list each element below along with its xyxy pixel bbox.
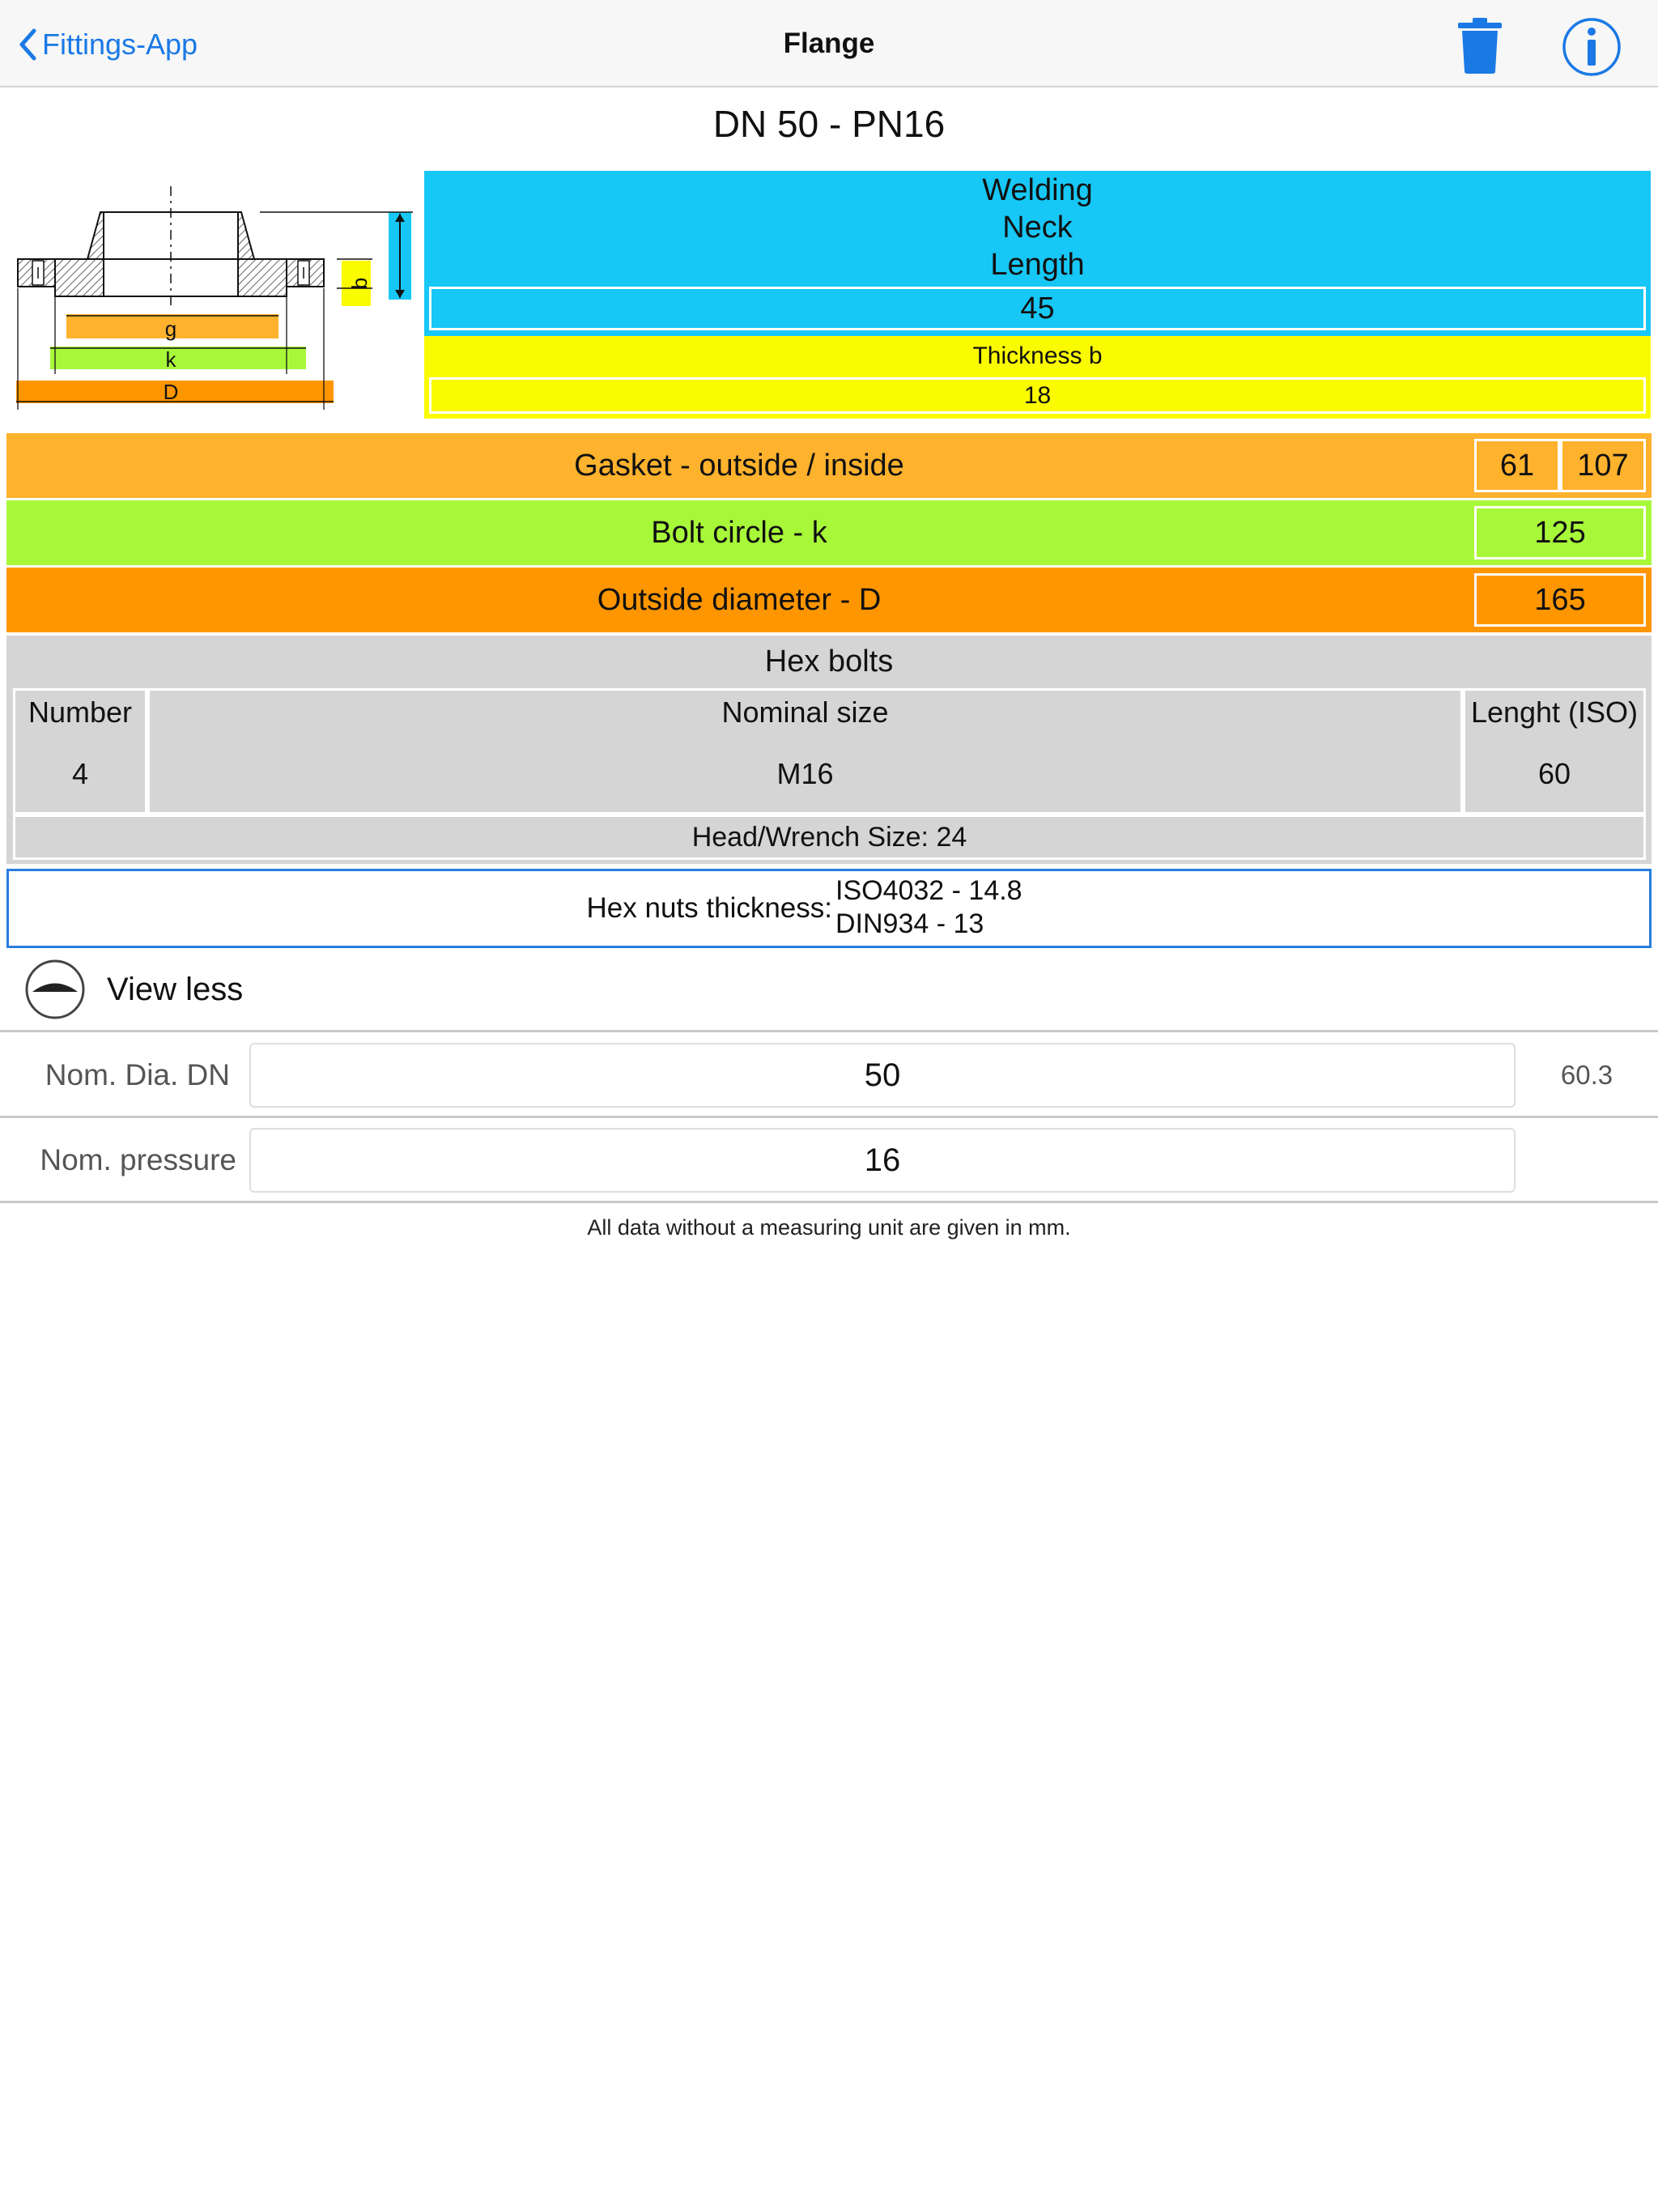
- info-icon: [1561, 16, 1622, 78]
- gasket-label: Gasket - outside / inside: [574, 448, 904, 483]
- navigation-bar: [0, 0, 1658, 87]
- page-title: DN 50 - PN16: [712, 103, 946, 145]
- hex-bolts-length-value: 60: [1537, 757, 1571, 790]
- drawing-label-b: b: [346, 277, 372, 290]
- delete-button[interactable]: [1455, 16, 1505, 74]
- flange-drawing: [8, 170, 421, 413]
- thickness-label: Thickness b: [972, 342, 1103, 369]
- bolt-circle-label: Bolt circle - k: [651, 515, 827, 550]
- view-less-label: View less: [107, 971, 244, 1007]
- hex-bolts-nominal-value: M16: [776, 757, 834, 790]
- back-button-label: Fittings-App: [42, 28, 198, 61]
- outside-diameter-label: Outside diameter - D: [597, 582, 882, 617]
- drawing-label-g: g: [164, 316, 177, 341]
- nominal-diameter-input[interactable]: 50: [249, 1043, 1516, 1108]
- separator: [0, 1116, 1658, 1118]
- drawing-label-k: k: [165, 347, 176, 372]
- drawing-label-D: D: [163, 379, 179, 404]
- welding-neck-label-line: Neck: [1002, 211, 1073, 245]
- nav-title: Flange: [783, 28, 875, 59]
- bolt-circle-value: 125: [1474, 506, 1646, 559]
- hex-nuts-label: Hex nuts thickness:: [586, 892, 832, 924]
- pipe-outside-diameter-hint: 60.3: [1560, 1060, 1613, 1090]
- thickness-value: 18: [429, 377, 1646, 414]
- info-button[interactable]: [1561, 16, 1622, 78]
- view-less-toggle[interactable]: [24, 955, 348, 1024]
- hex-nuts-iso-value: ISO4032 - 14.8: [835, 875, 1022, 906]
- hex-nuts-values: [835, 874, 1321, 944]
- trash-icon: [1455, 16, 1505, 74]
- gasket-outside-value: 61: [1474, 439, 1560, 492]
- welding-neck-value: 45: [429, 287, 1646, 330]
- hex-bolts-number-value: 4: [71, 757, 89, 790]
- hex-bolts-nominal-header: Nominal size: [721, 696, 889, 729]
- welding-neck-label-line: Welding: [982, 173, 1093, 207]
- hex-bolts-length-header: Lenght (ISO): [1470, 696, 1639, 729]
- footnote: All data without a measuring unit are given in mm.: [587, 1214, 1071, 1240]
- collapse-up-icon: [24, 959, 86, 1020]
- nominal-pressure-input[interactable]: 16: [249, 1128, 1516, 1193]
- back-button[interactable]: [18, 23, 198, 66]
- head-wrench-size: Head/Wrench Size: 24: [13, 815, 1646, 860]
- hex-bolts-title: Hex bolts: [764, 644, 894, 678]
- welding-neck-label-line: Length: [990, 248, 1085, 282]
- nominal-pressure-label: Nom. pressure: [40, 1143, 236, 1176]
- welding-neck-label: [424, 171, 1651, 284]
- chevron-left-icon: [18, 28, 37, 61]
- nominal-diameter-label: Nom. Dia. DN: [45, 1058, 230, 1091]
- separator: [0, 1201, 1658, 1203]
- gasket-inside-value: 107: [1560, 439, 1646, 492]
- hex-bolts-number-header: Number: [28, 696, 133, 729]
- separator: [0, 1030, 1658, 1032]
- hex-nuts-din-value: DIN934 - 13: [835, 908, 984, 939]
- outside-diameter-value: 165: [1474, 573, 1646, 627]
